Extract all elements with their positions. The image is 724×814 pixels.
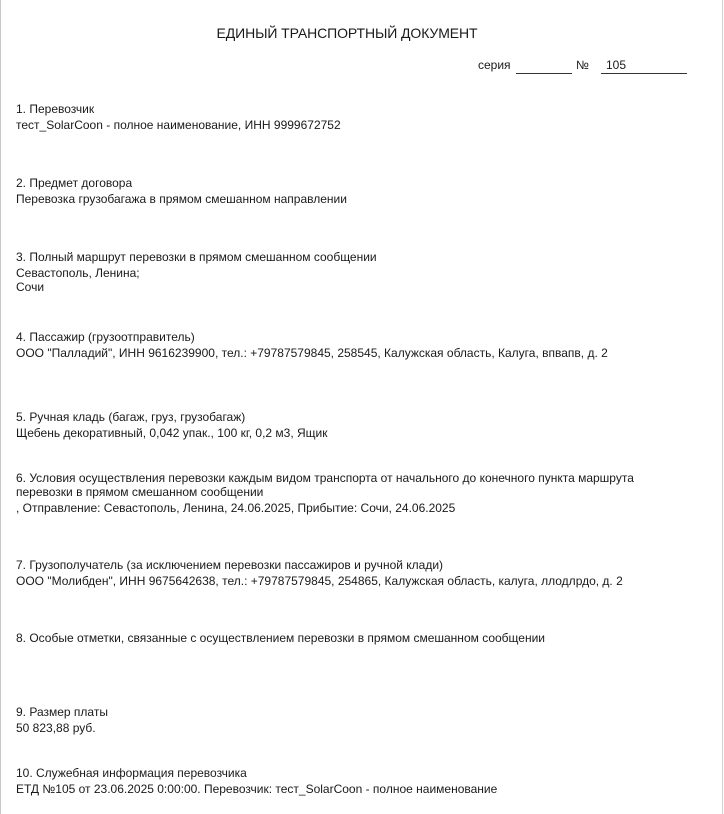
section-value: Севастополь, Ленина; xyxy=(16,266,140,280)
section-heading: 9. Размер платы xyxy=(16,705,108,719)
section-heading: 5. Ручная кладь (багаж, груз, грузобагаж) xyxy=(16,410,246,424)
section-heading: 6. Условия осуществления перевозки каждым видом транспорта от начального до конечного пункта маршрута xyxy=(16,471,634,485)
section-carrier xyxy=(16,102,706,132)
section-cargo xyxy=(16,410,706,440)
section-value: , Отправление: Севастополь, Ленина, 24.06.2025, Прибытие: Сочи, 24.06.2025 xyxy=(16,501,456,515)
section-consignee xyxy=(16,558,706,588)
section-heading: 1. Перевозчик xyxy=(16,102,95,116)
number-value: 105 xyxy=(606,58,627,72)
section-contract-subject xyxy=(16,176,706,206)
number-label: № xyxy=(576,58,589,72)
section-value: ООО "Палладий", ИНН 9616239900, тел.: +79787579845, 258545, Калужская область, Калуга, впвапв, д. 2 xyxy=(16,346,608,360)
section-heading: 3. Полный маршрут перевозки в прямом смешанном сообщении xyxy=(16,250,377,264)
section-value: 50 823,88 руб. xyxy=(16,721,96,735)
series-label: серия xyxy=(478,58,511,72)
number-underline xyxy=(601,73,687,74)
section-value: Сочи xyxy=(16,280,45,294)
section-heading: 7. Грузополучатель (за исключением перевозки пассажиров и ручной клади) xyxy=(16,558,444,572)
section-value: Перевозка грузобагажа в прямом смешанном направлении xyxy=(16,192,347,206)
section-heading: 8. Особые отметки, связанные с осуществлением перевозки в прямом смешанном сообщении xyxy=(16,631,545,645)
section-value: ООО "Молибден", ИНН 9675642638, тел.: +79787579845, 254865, Калужская область, калуга, ллодлрдо, д. 2 xyxy=(16,574,623,588)
section-value: тест_SolarCoon - полное наименование, ИНН 9999672752 xyxy=(16,118,341,132)
section-shipper xyxy=(16,330,706,360)
section-special-notes xyxy=(16,631,706,645)
section-heading: перевозки в прямом смешанном сообщении xyxy=(16,485,264,499)
section-transport-conditions xyxy=(16,471,706,515)
section-route xyxy=(16,250,706,294)
section-heading: 4. Пассажир (грузоотправитель) xyxy=(16,330,195,344)
section-value: ЕТД №105 от 23.06.2025 0:00:00. Перевозчик: тест_SolarCoon - полное наименование xyxy=(16,782,498,796)
document-title: ЕДИНЫЙ ТРАНСПОРТНЫЙ ДОКУМЕНТ xyxy=(216,25,478,41)
section-heading: 2. Предмет договора xyxy=(16,176,133,190)
section-heading: 10. Служебная информация перевозчика xyxy=(16,766,247,780)
page-border-right xyxy=(722,0,723,814)
section-carrier-service-info xyxy=(16,766,706,796)
page-border-left xyxy=(0,0,1,814)
section-payment xyxy=(16,705,706,735)
series-field xyxy=(516,73,572,74)
section-value: Щебень декоративный, 0,042 упак., 100 кг, 0,2 м3, Ящик xyxy=(16,426,328,440)
